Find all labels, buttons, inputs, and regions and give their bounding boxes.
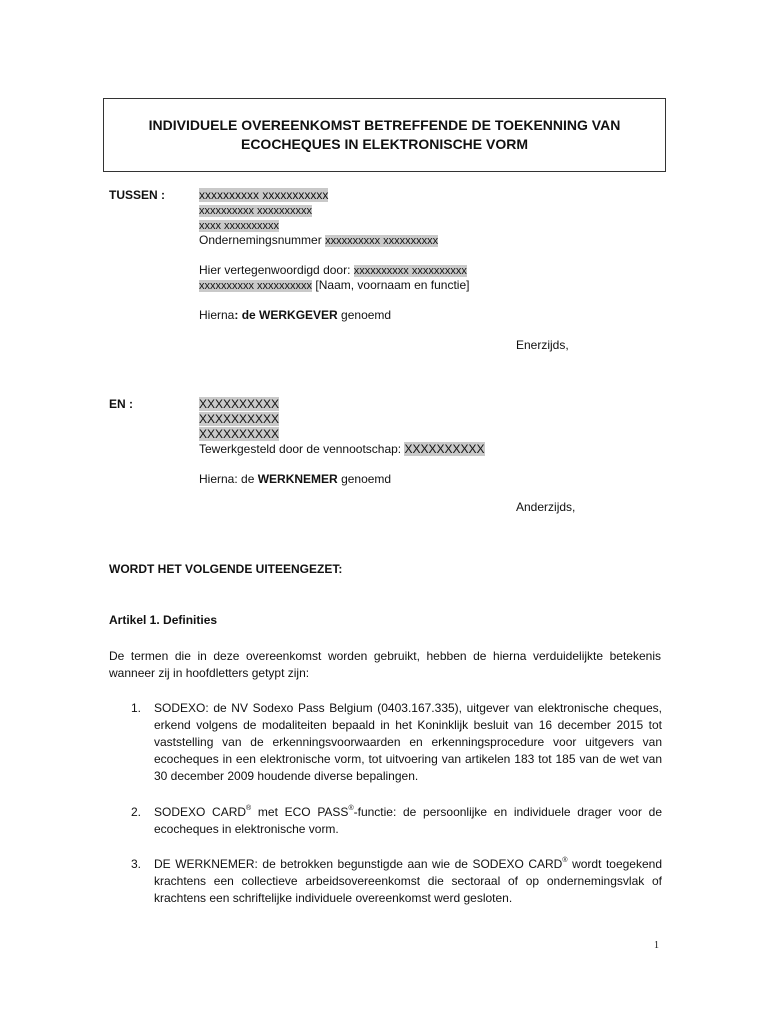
list-number-2: 2.	[131, 805, 142, 819]
employer-name: xxxxxxxxxx xxxxxxxxxxx	[199, 188, 329, 202]
employee-employer-company: Tewerkgesteld door de vennootschap: XXXXXXXXXX	[199, 442, 485, 456]
list-number-1: 1.	[131, 701, 142, 715]
employee-line-2: XXXXXXXXXX	[199, 412, 280, 426]
article-title: Artikel 1. Definities	[109, 613, 218, 627]
employer-representative: Hier vertegenwoordigd door: xxxxxxxxxx xxxxxxxxxx	[199, 263, 467, 277]
enerzijds-text: Enerzijds,	[516, 338, 569, 352]
list-number-3: 3.	[131, 857, 142, 871]
anderzijds-text: Anderzijds,	[516, 500, 576, 514]
document-title-line2: ECOCHEQUES IN ELEKTRONISCHE VORM	[240, 136, 529, 152]
page-number: 1	[654, 940, 659, 951]
employer-address-2: xxxx xxxxxxxxxx	[199, 220, 280, 232]
document-title-line1: INDIVIDUELE OVEREENKOMST BETREFFENDE DE TOEKENNING VAN	[148, 117, 621, 133]
employer-representative-detail: xxxxxxxxxx xxxxxxxxxx [Naam, voornaam en functie]	[199, 278, 470, 292]
employer-hierna: Hierna: de WERKGEVER genoemd	[199, 308, 392, 322]
employee-line-1: XXXXXXXXXX	[199, 397, 280, 411]
employee-hierna: Hierna: de WERKNEMER genoemd	[199, 472, 392, 486]
section-heading: WORDT HET VOLGENDE UITEENGEZET:	[109, 562, 343, 576]
employer-address-1: xxxxxxxxxx xxxxxxxxxx	[199, 205, 313, 217]
definition-sodexo-card: SODEXO CARD® met ECO PASS®-functie: de persoonlijke en individuele drager voor de ecocheques in elektronische vorm.	[154, 805, 663, 836]
document-title-box	[103, 98, 666, 172]
tussen-label: TUSSEN :	[109, 188, 166, 202]
definition-sodexo: SODEXO: de NV Sodexo Pass Belgium (0403.167.335), uitgever van elektronische cheques, erkend volgens de modaliteiten bepaald in het Koninklijk besluit van 16 december 2015 tot vaststelling van de erkenningsvoorwaarden en erkenningsprocedure voor uitgevers van ecocheques in een elektronische vorm, tot uitvoering van artikelen 183 tot 185 van de wet van 30 december 2009 houdende diverse bepalingen.	[154, 701, 662, 783]
employee-line-3: XXXXXXXXXX	[199, 427, 280, 441]
definition-werknemer: DE WERKNEMER: de betrokken begunstigde aan wie de SODEXO CARD® wordt toegekend krachtens een collectieve arbeidsovereenkomst die sectoraal of op ondernemingsvlak of krachtens een schriftelijke individuele overeenkomst werd gesloten.	[154, 857, 663, 905]
en-label: EN :	[109, 397, 133, 411]
employer-company-number: Ondernemingsnummer xxxxxxxxxx xxxxxxxxxx	[199, 233, 439, 247]
article-intro: De termen die in deze overeenkomst worden gebruikt, hebben de hierna verduidelijkte betekenis wanneer zij in hoofdletters getypt zijn:	[109, 649, 661, 680]
